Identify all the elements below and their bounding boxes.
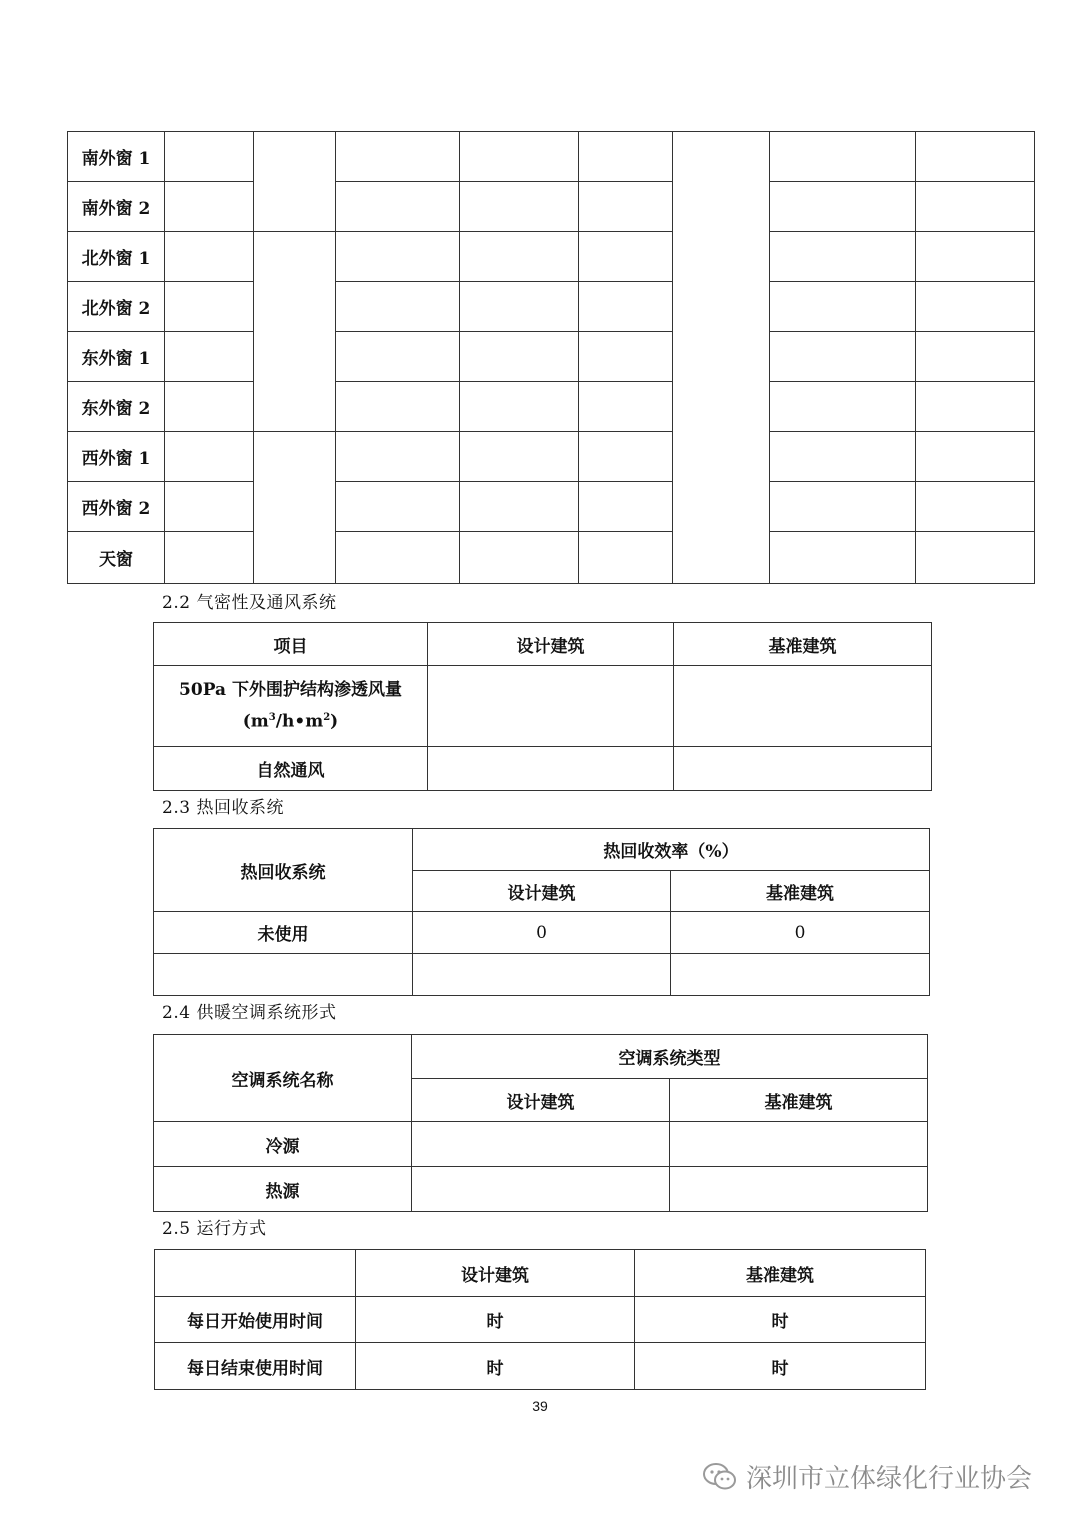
cell xyxy=(579,532,673,584)
cell xyxy=(336,182,460,232)
watermark xyxy=(702,1458,1032,1495)
header-cell: 空调系统名称 xyxy=(154,1035,412,1122)
cell xyxy=(412,1122,670,1167)
header-cell: 基准建筑 xyxy=(635,1250,926,1297)
cell xyxy=(460,482,579,532)
cell xyxy=(412,1167,670,1212)
cell xyxy=(460,332,579,382)
cell xyxy=(916,332,1035,382)
cell xyxy=(165,282,254,332)
cell xyxy=(336,382,460,432)
cell xyxy=(770,282,916,332)
header-cell: 基准建筑 xyxy=(674,623,932,666)
header-cell: 设计建筑 xyxy=(413,871,671,912)
cell xyxy=(579,182,673,232)
cell xyxy=(770,482,916,532)
cell xyxy=(579,432,673,482)
row-label: 冷源 xyxy=(154,1122,412,1167)
hvac-table xyxy=(153,1034,928,1212)
value-cell: 0 xyxy=(413,912,671,954)
cell xyxy=(916,482,1035,532)
row-label: 南外窗 1 xyxy=(68,132,165,182)
unit-part: ) xyxy=(330,711,339,732)
row-label: 北外窗 2 xyxy=(68,282,165,332)
cell xyxy=(165,482,254,532)
cell xyxy=(336,482,460,532)
cell xyxy=(770,332,916,382)
cell xyxy=(460,532,579,584)
section-title: 2.3 热回收系统 xyxy=(162,798,284,818)
cell xyxy=(674,666,932,747)
value-cell: 时 xyxy=(356,1343,635,1390)
cell xyxy=(770,132,916,182)
cell xyxy=(336,532,460,584)
section-title: 2.2 气密性及通风系统 xyxy=(162,593,337,613)
cell xyxy=(770,432,916,482)
row-label: 天窗 xyxy=(68,532,165,584)
section-title: 2.5 运行方式 xyxy=(162,1219,267,1239)
section-title: 2.4 供暖空调系统形式 xyxy=(162,1003,337,1023)
merged-cell xyxy=(254,432,336,584)
cell xyxy=(460,382,579,432)
cell xyxy=(154,954,413,996)
header-cell: 项目 xyxy=(154,623,428,666)
row-label: 东外窗 2 xyxy=(68,382,165,432)
cell xyxy=(165,382,254,432)
header-cell: 基准建筑 xyxy=(671,871,930,912)
cell xyxy=(770,532,916,584)
value-cell: 时 xyxy=(635,1297,926,1343)
cell xyxy=(428,747,674,791)
row-label: 北外窗 1 xyxy=(68,232,165,282)
row-label: 热源 xyxy=(154,1167,412,1212)
cell xyxy=(579,332,673,382)
cell xyxy=(165,132,254,182)
cell xyxy=(165,432,254,482)
airtightness-table xyxy=(153,622,932,791)
cell xyxy=(165,532,254,584)
header-cell: 基准建筑 xyxy=(670,1079,928,1122)
heat-recovery-table xyxy=(153,828,930,996)
row-label: 未使用 xyxy=(154,912,413,954)
row-label: 东外窗 1 xyxy=(68,332,165,382)
cell xyxy=(413,954,671,996)
cell xyxy=(579,482,673,532)
cell xyxy=(674,747,932,791)
header-cell: 设计建筑 xyxy=(412,1079,670,1122)
row-label: 每日结束使用时间 xyxy=(155,1343,356,1390)
value-cell: 0 xyxy=(671,912,930,954)
cell xyxy=(579,132,673,182)
row-label: 每日开始使用时间 xyxy=(155,1297,356,1343)
value-cell: 时 xyxy=(635,1343,926,1390)
cell xyxy=(770,182,916,232)
cell xyxy=(770,232,916,282)
row-label: 南外窗 2 xyxy=(68,182,165,232)
cell xyxy=(460,182,579,232)
cell xyxy=(579,282,673,332)
cell xyxy=(670,1167,928,1212)
cell xyxy=(336,332,460,382)
cell xyxy=(916,232,1035,282)
cell xyxy=(579,382,673,432)
watermark-text: 深圳市立体绿化行业协会 xyxy=(746,1464,1033,1494)
header-cell: 热回收系统 xyxy=(154,829,413,912)
page-number: 39 xyxy=(532,1398,548,1414)
cell xyxy=(460,282,579,332)
row-label xyxy=(154,666,428,747)
merged-cell xyxy=(254,232,336,432)
cell xyxy=(916,132,1035,182)
cell xyxy=(336,132,460,182)
cell xyxy=(579,232,673,282)
unit-superscript: 2 xyxy=(323,712,331,724)
unit-superscript: 3 xyxy=(268,712,276,724)
group-header: 热回收效率（%） xyxy=(413,829,930,871)
cell xyxy=(460,132,579,182)
row-label: 西外窗 2 xyxy=(68,482,165,532)
unit-part: /h•m xyxy=(275,711,324,732)
cell xyxy=(336,232,460,282)
cell xyxy=(916,532,1035,584)
cell xyxy=(336,432,460,482)
cell xyxy=(916,182,1035,232)
unit-part: (m xyxy=(242,711,269,732)
wechat-icon xyxy=(702,1462,738,1492)
row-label: 自然通风 xyxy=(154,747,428,791)
row-label-unit xyxy=(154,704,427,736)
cell xyxy=(460,432,579,482)
cell xyxy=(916,382,1035,432)
header-cell: 设计建筑 xyxy=(356,1250,635,1297)
window-table xyxy=(67,131,1035,584)
cell xyxy=(916,432,1035,482)
cell xyxy=(428,666,674,747)
merged-cell xyxy=(673,132,770,584)
cell xyxy=(770,382,916,432)
header-cell: 设计建筑 xyxy=(428,623,674,666)
cell xyxy=(670,1122,928,1167)
cell xyxy=(460,232,579,282)
cell xyxy=(336,282,460,332)
merged-cell xyxy=(254,132,336,232)
cell xyxy=(165,182,254,232)
group-header: 空调系统类型 xyxy=(412,1035,928,1079)
operation-table xyxy=(154,1249,926,1390)
cell xyxy=(916,282,1035,332)
cell xyxy=(671,954,930,996)
row-label-line1: 50Pa 下外围护结构渗透风量 xyxy=(179,680,402,701)
value-cell: 时 xyxy=(356,1297,635,1343)
row-label: 西外窗 1 xyxy=(68,432,165,482)
cell xyxy=(165,232,254,282)
cell xyxy=(155,1250,356,1297)
cell xyxy=(165,332,254,382)
